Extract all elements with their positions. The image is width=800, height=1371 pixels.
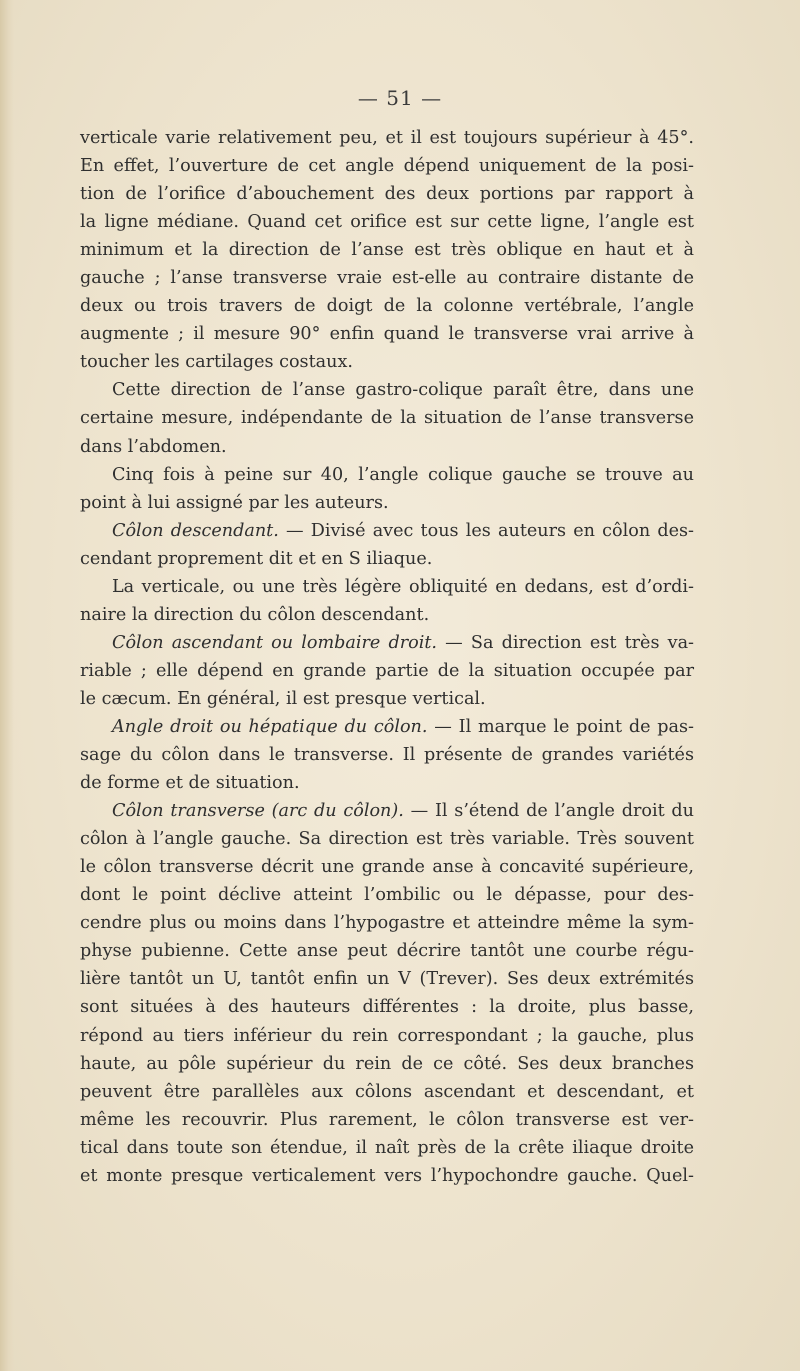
text-line: côlon à l’angle gauche. Sa direction est très variable. Très souvent	[80, 829, 694, 850]
text-line: cendant proprement dit et en S iliaque.	[80, 548, 433, 569]
line-text: — Il s’étend de l’angle droit du	[403, 801, 695, 822]
text-line	[80, 517, 694, 545]
page-number: — 51 —	[357, 86, 443, 110]
text-line: Cinq fois à peine sur 40, l’angle colique gauche se trouve au	[112, 464, 694, 485]
text-line	[80, 629, 694, 657]
text-line: deux ou trois travers de doigt de la colonne vertébrale, l’angle	[80, 296, 694, 317]
text-line: La verticale, ou une très légère obliquité en dedans, est d’ordi-	[112, 576, 694, 597]
text-line: dans l’abdomen.	[80, 436, 227, 457]
section-heading: Angle droit ou hépatique du côlon.	[112, 716, 428, 737]
text-line: de forme et de situation.	[80, 773, 300, 794]
text-line: riable ; elle dépend en grande partie de la situation occupée par	[80, 660, 694, 681]
text-line: augmente ; il mesure 90° enfin quand le transverse vrai arrive à	[80, 324, 694, 345]
text-line: haute, au pôle supérieur du rein de ce côté. Ses deux branches	[80, 1053, 694, 1074]
text-line: toucher les cartilages costaux.	[80, 352, 353, 373]
text-line: cendre plus ou moins dans l’hypogastre et atteindre même la sym-	[80, 913, 694, 934]
text-line: le côlon transverse décrit une grande anse à concavité supérieure,	[80, 857, 694, 878]
section-heading: Côlon ascendant ou lombaire droit.	[112, 632, 438, 653]
line-text: — Divisé avec tous les auteurs en côlon des-	[278, 520, 694, 541]
text-line: sage du côlon dans le transverse. Il présente de grandes variétés	[80, 745, 694, 766]
text-line	[80, 713, 694, 741]
text-line: minimum et la direction de l’anse est très oblique en haut et à	[80, 240, 694, 261]
text-line: En effet, l’ouverture de cet angle dépend uniquement de la posi-	[80, 156, 694, 177]
body-text	[80, 124, 694, 1190]
text-line: tical dans toute son étendue, il naît près de la crête iliaque droite	[80, 1137, 694, 1158]
text-line: tion de l’orifice d’abouchement des deux portions par rapport à	[80, 184, 694, 205]
text-line: naire la direction du côlon descendant.	[80, 604, 430, 625]
section-heading: Côlon descendant.	[112, 520, 279, 541]
text-line: gauche ; l’anse transverse vraie est-elle au contraire distante de	[80, 268, 694, 289]
text-line: la ligne médiane. Quand cet orifice est sur cette ligne, l’angle est	[80, 212, 694, 233]
section-heading: Côlon transverse (arc du côlon).	[112, 801, 404, 822]
text-line: le cæcum. En général, il est presque vertical.	[80, 688, 486, 709]
text-line	[80, 797, 694, 825]
text-line: point à lui assigné par les auteurs.	[80, 492, 389, 513]
text-line: sont situées à des hauteurs différentes : la droite, plus basse,	[80, 997, 694, 1018]
page-edge-shadow	[0, 0, 14, 1371]
text-line: physe pubienne. Cette anse peut décrire tantôt une courbe régu-	[80, 941, 694, 962]
text-line: répond au tiers inférieur du rein correspondant ; la gauche, plus	[80, 1025, 694, 1046]
text-line: peuvent être parallèles aux côlons ascendant et descendant, et	[80, 1081, 694, 1102]
text-line: verticale varie relativement peu, et il est toujours supérieur à 45°.	[80, 128, 694, 148]
line-text: — Sa direction est très va-	[437, 632, 695, 653]
text-line: dont le point déclive atteint l’ombilic ou le dépasse, pour des-	[80, 885, 694, 906]
text-line: et monte presque verticalement vers l’hypochondre gauche. Quel-	[80, 1165, 694, 1186]
text-line: certaine mesure, indépendante de la situation de l’anse transverse	[80, 408, 694, 429]
text-line: même les recouvrir. Plus rarement, le côlon transverse est ver-	[80, 1109, 694, 1130]
text-line: lière tantôt un U, tantôt enfin un V (Trever). Ses deux extrémités	[80, 969, 694, 990]
line-text: — Il marque le point de pas-	[427, 716, 694, 737]
text-line: Cette direction de l’anse gastro-colique paraît être, dans une	[112, 380, 694, 401]
